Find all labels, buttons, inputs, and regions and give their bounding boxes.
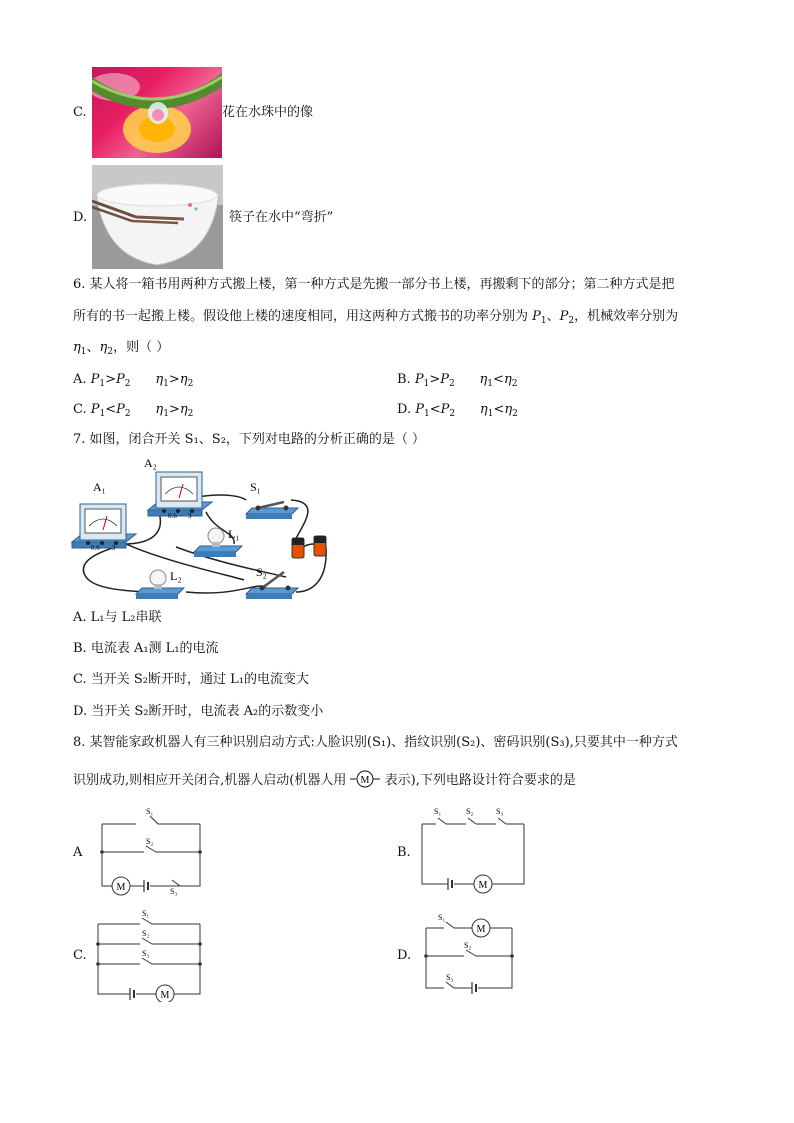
q8-option-c-letter[interactable]: C. [73, 948, 87, 963]
q7-circuit-figure [66, 452, 336, 602]
svg-text:S₃: S₃ [170, 887, 178, 896]
q8-stem-line2: 识别成功,则相应开关闭合,机器人启动(机器人用 M 表示),下列电路设计符合要求的是 [73, 770, 576, 790]
ammeter-a2-icon [148, 472, 212, 516]
svg-text:M: M [476, 924, 486, 935]
ammeter-a1-icon [72, 504, 136, 548]
q8-circuit-c[interactable] [92, 906, 208, 1002]
svg-text:0.6: 0.6 [91, 544, 100, 552]
q8-option-d-letter[interactable]: D. [397, 948, 412, 963]
motor-symbol-icon [350, 770, 380, 788]
q6-stem-line1: 6. 某人将一箱书用两种方式搬上楼，第一种方式是先搬一部分书上楼，再搬剩下的部分；第二种方式是把 [73, 277, 675, 292]
option-d-letter: D. [73, 210, 88, 225]
svg-text:S₃: S₃ [142, 949, 150, 958]
svg-text:M: M [361, 775, 370, 786]
svg-text:S₁: S₁ [438, 913, 446, 922]
svg-text:S₁: S₁ [434, 807, 442, 816]
label-s2: S₂ [256, 565, 267, 579]
q6-stem-line2: 所有的书一起搬上楼。假设他上楼的速度相同，用这两种方式搬书的功率分别为 $P_1$、$P_2$，机械效率分别为 [73, 309, 679, 326]
chopsticks-bowl-image [92, 165, 223, 269]
option-d-caption: 筷子在水中“弯折” [229, 210, 334, 225]
svg-text:S₁: S₁ [146, 807, 154, 816]
svg-text:M: M [116, 882, 126, 893]
label-l2: L₂ [170, 569, 182, 583]
q8-circuit-b[interactable] [418, 804, 530, 896]
q6-option-a[interactable]: A. $P_1>P_2$ $\eta_1>\eta_2$ [73, 372, 194, 389]
option-c-caption: 花在水珠中的像 [222, 105, 314, 120]
svg-text:S₂: S₂ [464, 941, 472, 950]
svg-text:3: 3 [188, 512, 192, 520]
svg-text:S₁: S₁ [142, 909, 150, 918]
q7-option-d[interactable]: D. 当开关 S₂断开时，电流表 A₂的示数变小 [73, 704, 324, 719]
svg-text:M: M [160, 990, 170, 1001]
label-l1: L₁ [228, 527, 240, 541]
svg-text:M: M [478, 880, 488, 891]
q7-option-a[interactable]: A. L₁与 L₂串联 [73, 610, 162, 625]
label-s1: S₁ [250, 480, 261, 494]
q6-option-d[interactable]: D. $P_1<P_2$ $\eta_1<\eta_2$ [397, 402, 518, 419]
option-c-letter: C. [73, 105, 87, 120]
switch-s1-icon [246, 502, 298, 519]
label-a1: A₁ [93, 480, 106, 494]
svg-text:S₂: S₂ [146, 837, 154, 846]
svg-text:0.6: 0.6 [168, 512, 177, 520]
q6-stem-line3: $\eta_1$、$\eta_2$，则（ ） [73, 340, 170, 357]
q8-option-b-letter[interactable]: B. [397, 845, 411, 860]
svg-text:S₂: S₂ [466, 807, 474, 816]
battery-icon [292, 536, 326, 558]
q8-circuit-a[interactable] [96, 804, 206, 896]
q6-option-b[interactable]: B. $P_1>P_2$ $\eta_1<\eta_2$ [397, 372, 518, 389]
svg-text:3: 3 [112, 544, 116, 552]
q7-option-c[interactable]: C. 当开关 S₂断开时，通过 L₁的电流变大 [73, 672, 309, 687]
q8-circuit-d[interactable] [420, 906, 520, 998]
label-a2: A₂ [144, 456, 157, 470]
svg-text:S₃: S₃ [446, 973, 454, 982]
svg-text:S₃: S₃ [496, 807, 504, 816]
flower-droplet-image [92, 67, 222, 158]
q7-stem: 7. 如图，闭合开关 S₁、S₂，下列对电路的分析正确的是（ ） [73, 432, 426, 447]
switch-s2-icon [246, 572, 298, 599]
q7-option-b[interactable]: B. 电流表 A₁测 L₁的电流 [73, 641, 219, 656]
q8-option-a-letter[interactable]: A [73, 845, 83, 860]
q8-stem-line1: 8. 某智能家政机器人有三种识别启动方式:人脸识别(S₁)、指纹识别(S₂)、密码识别(S₃),只要其中一种方式 [73, 735, 678, 750]
svg-text:S₂: S₂ [142, 929, 150, 938]
q6-option-c[interactable]: C. $P_1<P_2$ $\eta_1>\eta_2$ [73, 402, 194, 419]
